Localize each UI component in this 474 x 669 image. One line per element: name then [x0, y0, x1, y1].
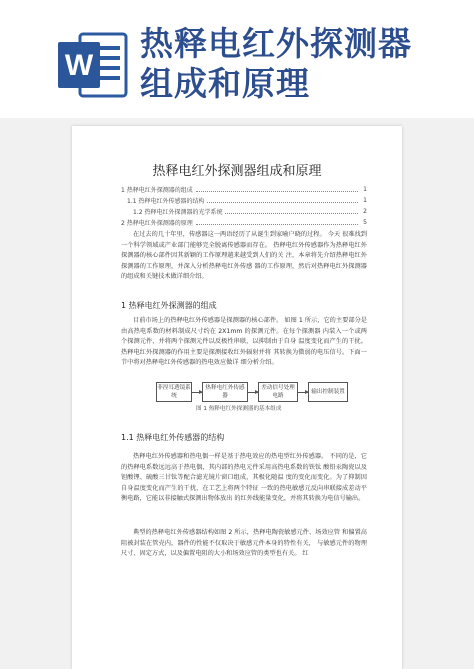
toc-item-text: 2 热释电红外探测器的原理 [121, 220, 193, 227]
intro-paragraph: 在过去的几十年里，传感器这一两语经历了从诞生到家喻户晓的过程。 今天 很难找到一个科学领域或产业部门能够完全脱离传感器而存在。 热释电红外传感器作为热释电红外探测器的核心部件因其新颖的工作原理越来越受到人们的关 注，本章将先介绍热释电红外探测器的工作原理，并深入分析热释电红外传感 器的工作原理，然后对热释电红外探测器的组成和关键技术做详细介绍。 [121, 231, 367, 281]
flow-arrow [192, 392, 202, 393]
section-1-1-heading: 1.1 热释电红外传感器的结构 [121, 433, 225, 442]
section-1-heading: 1 热释电红外探测器的组成 [121, 301, 217, 310]
toc-item-page: 1 [363, 186, 367, 193]
flow-box-lens: 菲涅耳透镜系统 [156, 382, 192, 402]
toc-leader [207, 198, 358, 203]
banner-title-line2: 组成和原理 [140, 64, 310, 103]
toc-item[interactable] [121, 184, 367, 195]
word-icon-letter: W [64, 49, 94, 82]
toc-leader [225, 209, 358, 214]
table-of-contents [121, 184, 367, 228]
banner [0, 0, 474, 118]
flow-box-sensor: 热释电红外传感器 [202, 382, 248, 402]
word-app-icon [56, 28, 130, 102]
flow-box-signal-circuit: 差动信号处理电路 [258, 382, 298, 402]
toc-item[interactable] [121, 206, 367, 217]
banner-title-line1: 热释电红外探测器 [140, 24, 412, 63]
document-title: 热释电红外探测器组成和原理 [152, 164, 322, 179]
toc-item-page: 2 [363, 208, 367, 215]
toc-item-page: 1 [363, 197, 367, 204]
flow-arrow [248, 392, 258, 393]
toc-item-page: 5 [363, 219, 367, 226]
banner-title [140, 24, 470, 104]
figure-1-caption: 图 1 热释电红外探测器的基本组成 [196, 406, 282, 412]
flow-box-output-control: 输出控制装置 [308, 382, 348, 402]
toc-item-text: 1.1 热释电红外传感器的结构 [127, 198, 205, 205]
section-1-1-paragraph: 热释电红外传感器和热电偶一样是基于热电效应的热电型红外传感器。 不同的是，它的热释电系数远远高于热电偶，其内部的热电元件采用高热电系数的铁钛 酸铅汞陶瓷以及钽酸锂、硫酸三甘钛等配合滤光镜片窗口组成，其极化随温 度的变化而变化。为了抑制因自身温度变化而产生的干扰，在工艺上将两个特征 一致的热电敏感元反向串联接成差动平衡电路，它能以非接触式探测出物体放出 的红外线能量变化，并将其转换为电信号输出。 [121, 453, 367, 503]
toc-leader [196, 187, 358, 192]
toc-leader [196, 220, 358, 225]
section-1-1-paragraph-2: 典型的热释电红外传感器结构如图 2 所示，热释电陶瓷敏感元件、场效应管 和偏置高阻被封装在管壳内，器件的性能不仅取决于敏感元件本身的特性有关， 与敏感元件的物理尺寸、固定方式，以及偏置电阻的大小和场效应管的类型也有关。 红 [121, 529, 367, 558]
toc-item[interactable] [121, 195, 367, 206]
toc-item-text: 1.2 热释电红外探测器的光学系统 [133, 209, 223, 216]
toc-item-text: 1 热释电红外探测器的组成 [121, 187, 193, 194]
toc-item[interactable] [121, 217, 367, 228]
flow-arrow [298, 392, 308, 393]
section-1-paragraph: 目前市场上的热释电红外传感器是探测器的核心部件。 如图 1 所示，它的主要部分是由高热电系数的材料制成尺寸约在 2X1mm 的探测元件。在每个探测器 内装入一个或两个探测元件，并将两个探测元件以反极性串联，以抑制由于自身 温度变化而产生的干扰。热释电红外探测器的作用主要是探测接收红外辐射并将 其转换为微弱的电压信号。下面一节中将对热释电红外传感器的热电效应做详 细分析介绍。 [121, 317, 367, 367]
